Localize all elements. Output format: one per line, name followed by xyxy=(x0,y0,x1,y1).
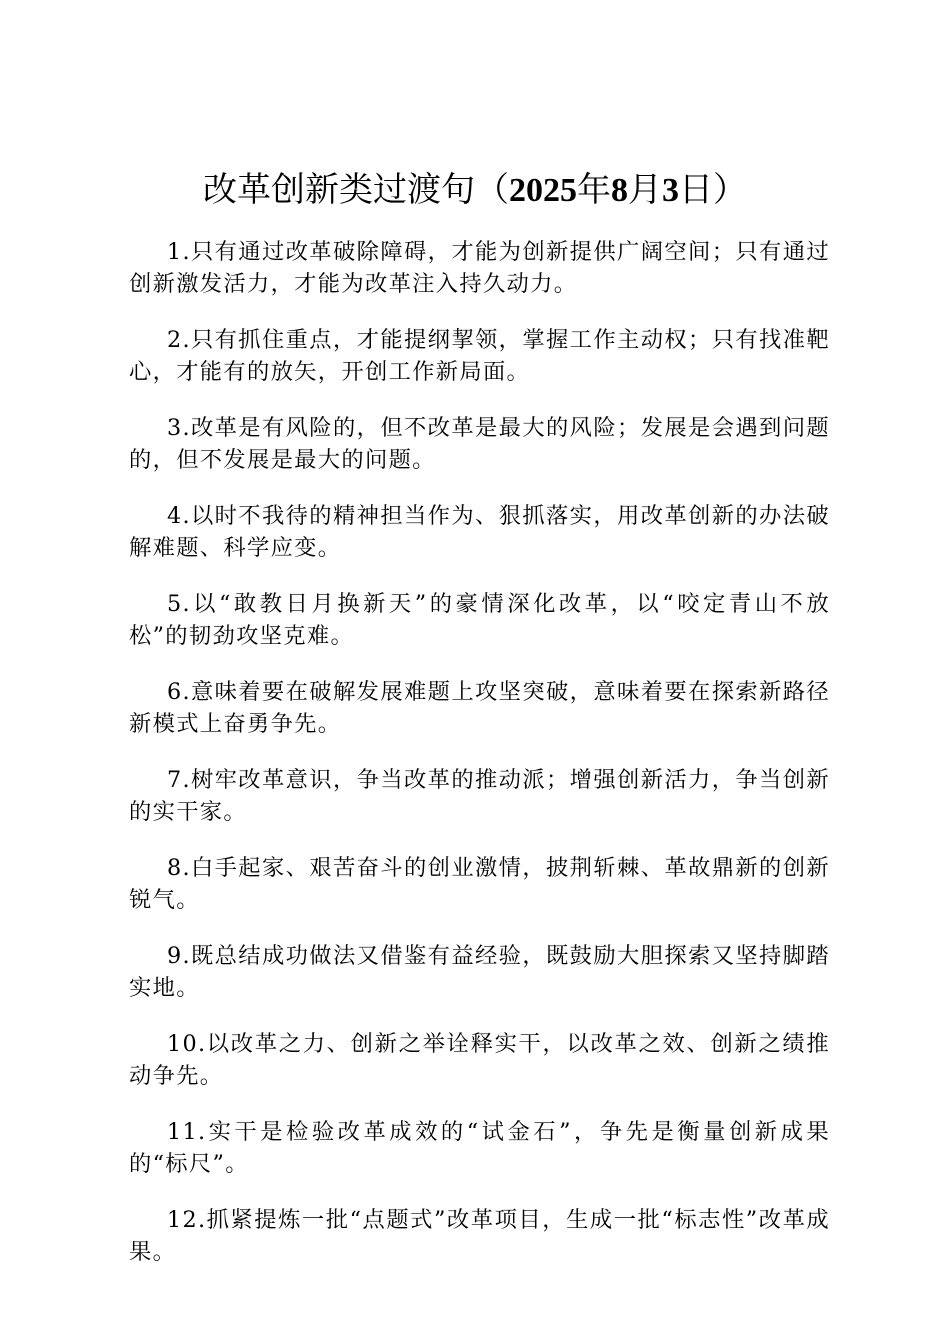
sentence-item-2: 2.只有抓住重点，才能提纲挈领，掌握工作主动权；只有找准靶心，才能有的放矢，开创工作新局面。 xyxy=(129,327,830,385)
title-year: 2025 xyxy=(509,172,577,209)
title-year-unit: 年 xyxy=(577,170,611,210)
sentence-item-5: 5.以“敢教日月换新天”的豪情深化改革，以“咬定青山不放松”的韧劲攻坚克难。 xyxy=(129,591,830,649)
sentence-item-4: 4.以时不我待的精神担当作为、狠抓落实，用改革创新的办法破解难题、科学应变。 xyxy=(129,503,830,561)
sentence-item-9: 9.既总结成功做法又借鉴有益经验，既鼓励大胆探索又坚持脚踏实地。 xyxy=(129,943,830,1001)
sentence-item-12: 12.抓紧提炼一批“点题式”改革项目，生成一批“标志性”改革成果。 xyxy=(129,1207,830,1265)
title-month-unit: 月 xyxy=(628,170,662,210)
sentence-item-10: 10.以改革之力、创新之举诠释实干，以改革之效、创新之绩推动争先。 xyxy=(129,1031,830,1089)
title-day: 3 xyxy=(662,172,679,209)
sentence-item-8: 8.白手起家、艰苦奋斗的创业激情，披荆斩棘、革故鼎新的创新锐气。 xyxy=(129,855,830,913)
sentence-list xyxy=(129,236,830,1292)
sentence-item-1: 1.只有通过改革破除障碍，才能为创新提供广阔空间；只有通过创新激发活力，才能为改革注入持久动力。 xyxy=(129,239,830,297)
sentence-item-11: 11.实干是检验改革成效的“试金石”，争先是衡量创新成果的“标尺”。 xyxy=(129,1119,830,1177)
document-title xyxy=(0,168,950,213)
sentence-item-3: 3.改革是有风险的，但不改革是最大的风险；发展是会遇到问题的，但不发展是最大的问题。 xyxy=(129,415,830,473)
title-day-unit: 日） xyxy=(679,170,747,210)
sentence-item-6: 6.意味着要在破解发展难题上攻坚突破，意味着要在探索新路径新模式上奋勇争先。 xyxy=(129,679,830,737)
title-month: 8 xyxy=(611,172,628,209)
sentence-item-7: 7.树牢改革意识，争当改革的推动派；增强创新活力，争当创新的实干家。 xyxy=(129,767,830,825)
title-text: 改革创新类过渡句（ xyxy=(203,170,509,210)
